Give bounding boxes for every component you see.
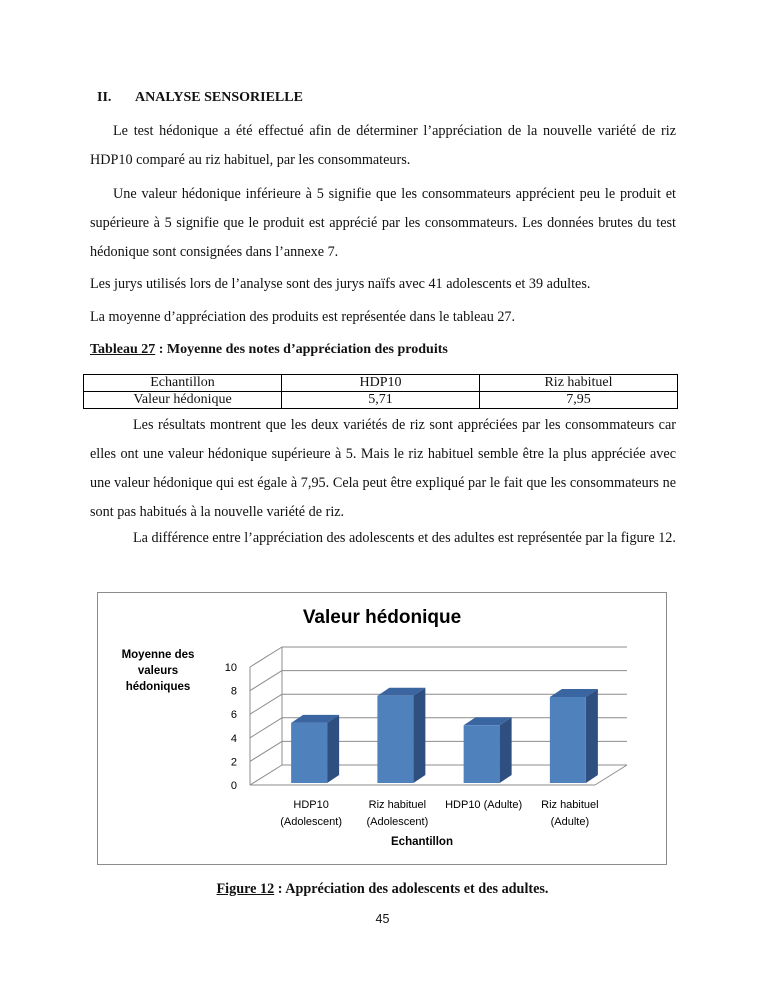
gridline-depth [250,718,282,738]
x-tick-label: HDP10 (Adulte) [445,799,523,811]
paragraph-results: Les résultats montrent que les deux variétés de riz sont appréciées par les consommateurs car elles ont une valeur hédonique supérieure à 5. Mais le riz habituel semble être la plus appréciée avec une valeur hédonique qui est égale à 7,95. Cela peut être expliqué par le fait que les consommateurs ne sont pas habitués à la nouvelle variété de riz. [90,417,676,520]
x-tick-label: (Adolescent) [280,816,343,828]
section-title: ANALYSE SENSORIELLE [135,90,303,105]
paragraph-hedonic-scale: Une valeur hédonique inférieure à 5 signifie que les consommateurs apprécient peu le produit et supérieure à 5 signifie que le produit est apprécié par les consommateurs. Les données brutes du test hédonique sont consignées dans l’annexe 7. [90,186,676,260]
paragraph-intro: Le test hédonique a été effectué afin de déterminer l’appréciation de la nouvelle variété de riz HDP10 comparé au riz habituel, par les consommateurs. [90,123,676,168]
table-cell: 5,71 [282,392,480,409]
x-axis-label: Echantillon [391,836,453,848]
x-tick-label: HDP10 [293,799,329,811]
y-axis-label: Moyenne des [121,649,195,661]
figure-caption-text: : Appréciation des adolescents et des adultes. [274,881,549,897]
floor-right-edge [595,765,627,785]
bar [377,696,413,783]
table-cell: 7,95 [480,392,678,409]
figure-caption-label: Figure 12 [216,881,275,897]
paragraph-table-ref: La moyenne d’appréciation des produits est représentée dans le tableau 27. [90,309,516,325]
bar [550,697,586,783]
section-number: II. [97,90,112,105]
page-number: 45 [375,912,390,926]
paragraph-jury: Les jurys utilisés lors de l’analyse sont des jurys naïfs avec 41 adolescents et 39 adultes. [90,276,591,292]
x-tick-label: Riz habituel [541,799,599,811]
table-header-cell: HDP10 [282,375,480,392]
bar [464,725,500,783]
gridline-depth [250,694,282,714]
table-caption-text: : Moyenne des notes d’appréciation des produits [155,342,448,357]
y-tick-label: 4 [230,732,237,745]
y-axis-label: hédoniques [125,681,191,693]
y-tick-label: 0 [230,780,237,792]
figure-caption [0,881,765,898]
y-tick-label: 2 [230,756,237,769]
x-tick-label: Riz habituel [368,799,427,811]
x-tick-label: (Adolescent) [366,816,429,828]
chart-title: Valeur hédonique [302,607,462,628]
bar-side [500,717,512,783]
bar-side [413,688,425,783]
table-caption-label: Tableau 27 [90,342,156,357]
y-tick-label: 10 [224,662,237,674]
y-axis-label: valeurs [137,665,179,677]
y-tick-label: 8 [230,685,237,698]
bar [291,723,327,783]
x-tick-label: (Adulte) [550,816,590,828]
gridline-depth [250,765,282,785]
table-cell: Valeur hédonique [84,392,282,409]
table-header-cell: Echantillon [84,375,282,392]
table-header-cell: Riz habituel [480,375,678,392]
gridline-depth [250,647,282,667]
y-tick-label: 6 [230,709,237,722]
paragraph-figure-ref: La différence entre l’appréciation des adolescents et des adultes est représentée par la figure 12. [133,530,676,546]
bar-side [327,715,339,783]
gridline-depth [250,671,282,691]
gridline-depth [250,741,282,761]
bar-side [586,689,598,783]
